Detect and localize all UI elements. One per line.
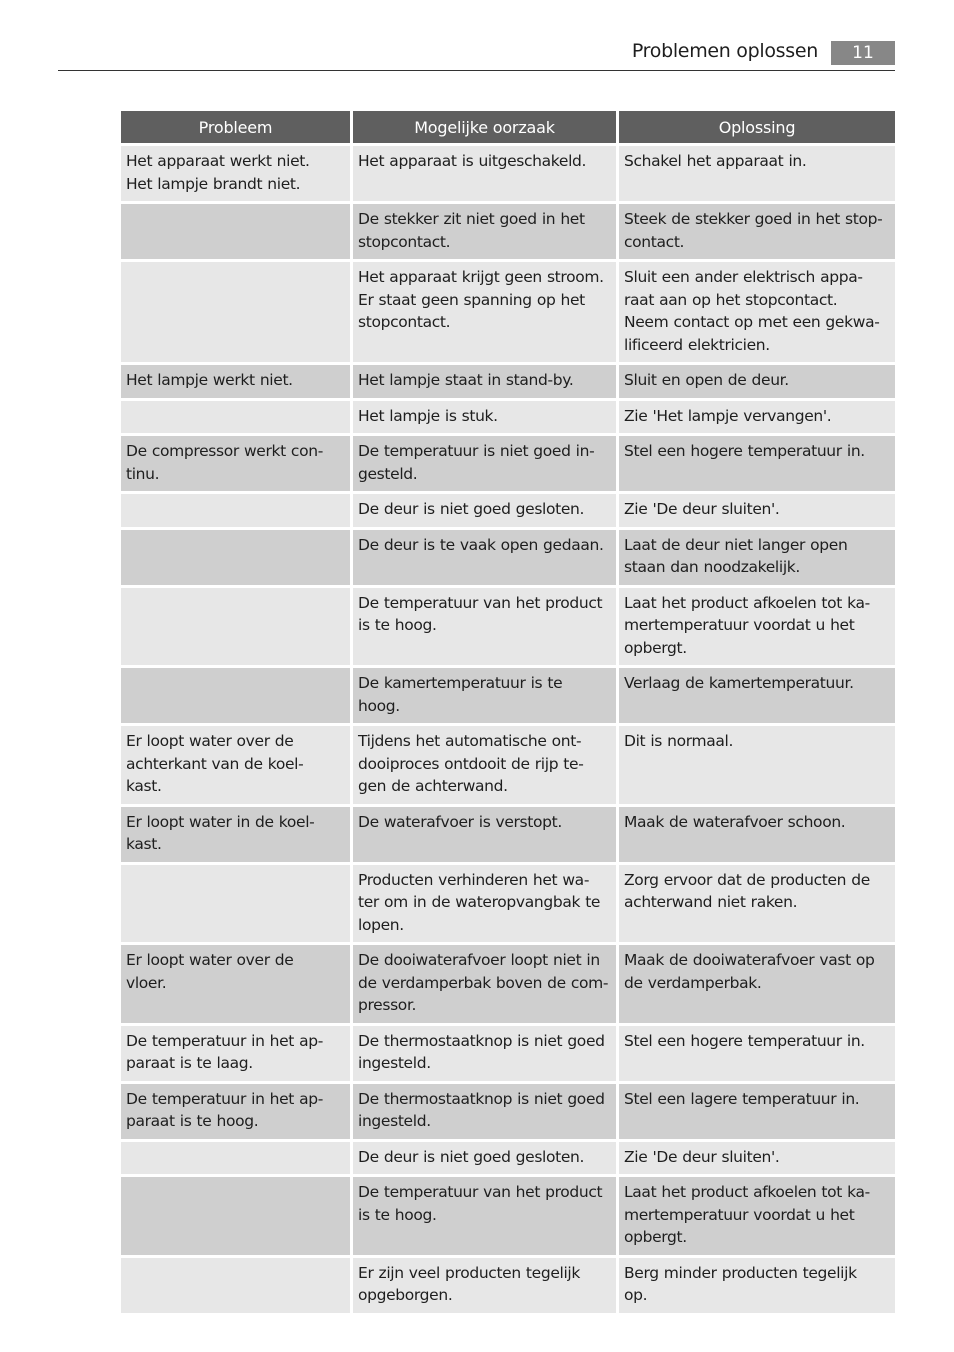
table-row <box>121 945 895 1023</box>
solution-text-line: Laat het product afkoelen tot ka- <box>624 1183 870 1201</box>
cause-text-line: Er staat geen spanning op het <box>358 290 585 309</box>
cell-cause <box>353 668 616 723</box>
solution-text-line: Zie 'De deur sluiten'. <box>624 500 780 518</box>
cell-solution <box>619 365 895 398</box>
cause-text-line: De dooiwaterafvoer loopt niet in <box>358 951 600 969</box>
solution-text-line: opbergt. <box>624 1228 687 1246</box>
cell-problem <box>121 365 350 398</box>
cause-text-line: ingesteld. <box>358 1112 431 1130</box>
solution-text-line: Berg minder producten tegelijk <box>624 1263 857 1282</box>
cell-problem <box>121 945 350 1023</box>
cause-text-line: De temperatuur van het product <box>358 593 603 612</box>
header-divider <box>58 70 895 71</box>
problem-text-line: kast. <box>126 777 162 795</box>
cell-problem <box>121 726 350 804</box>
column-header-solution: Oplossing <box>619 111 895 143</box>
table-row <box>121 588 895 666</box>
table-row <box>121 726 895 804</box>
problem-text-line: Er loopt water over de <box>126 732 294 750</box>
cause-text-line: de verdamperbak boven de com- <box>358 973 609 992</box>
solution-text-line: Zie 'Het lampje vervangen'. <box>624 406 832 425</box>
cell-problem <box>121 1026 350 1081</box>
cause-text-line: ter om in de wateropvangbak te <box>358 893 601 911</box>
cell-cause <box>353 865 616 943</box>
cell-solution <box>619 865 895 943</box>
cell-cause <box>353 1026 616 1081</box>
cause-text-line: Tijdens het automatische ont- <box>358 732 582 750</box>
solution-text-line: Dit is normaal. <box>624 732 734 750</box>
cause-text-line: De waterafvoer is verstopt. <box>358 812 562 831</box>
cause-text-line: Het apparaat is uitgeschakeld. <box>358 152 587 170</box>
cell-problem <box>121 1084 350 1139</box>
cell-solution <box>619 945 895 1023</box>
solution-text-line: Stel een lagere temperatuur in. <box>624 1089 860 1108</box>
cause-text-line: stopcontact. <box>358 232 451 251</box>
cause-text-line: is te hoog. <box>358 616 437 634</box>
cell-solution <box>619 401 895 434</box>
table-row <box>121 401 895 434</box>
column-header-cause: Mogelijke oorzaak <box>353 111 616 143</box>
cell-solution <box>619 1084 895 1139</box>
cell-cause <box>353 726 616 804</box>
cause-text-line: De deur is te vaak open gedaan. <box>358 535 604 554</box>
table-row <box>121 262 895 362</box>
solution-text-line: staan dan noodzakelijk. <box>624 558 800 576</box>
cell-solution <box>619 588 895 666</box>
table-row <box>121 807 895 862</box>
cell-cause <box>353 494 616 527</box>
solution-text-line: Zorg ervoor dat de producten de <box>624 870 870 889</box>
solution-text-line: Maak de waterafvoer schoon. <box>624 812 846 831</box>
cell-problem <box>121 865 350 943</box>
table-row <box>121 530 895 585</box>
cause-text-line: Het lampje staat in stand-by. <box>358 371 574 389</box>
cell-cause <box>353 204 616 259</box>
problem-text-line: vloer. <box>126 973 167 992</box>
cell-problem <box>121 262 350 362</box>
cell-solution <box>619 436 895 491</box>
page-title: Problemen oplossen <box>631 40 818 62</box>
cause-text-line: lopen. <box>358 915 404 934</box>
cell-problem <box>121 1258 350 1313</box>
cell-cause <box>353 365 616 398</box>
cell-problem <box>121 1177 350 1255</box>
solution-text-line: op. <box>624 1286 648 1304</box>
solution-text-line: opbergt. <box>624 638 687 657</box>
problem-text-line: paraat is te laag. <box>126 1054 253 1072</box>
cell-problem <box>121 436 350 491</box>
cell-problem <box>121 1142 350 1175</box>
table-header-row <box>121 111 895 143</box>
cell-cause <box>353 1142 616 1175</box>
cause-text-line: hoog. <box>358 696 400 715</box>
cause-text-line: Producten verhinderen het wa- <box>358 870 590 889</box>
table-row <box>121 146 895 201</box>
cause-text-line: Er zijn veel producten tegelijk <box>358 1263 581 1282</box>
cell-solution <box>619 1026 895 1081</box>
cause-text-line: De temperatuur is niet goed in- <box>358 442 595 460</box>
solution-text-line: mertemperatuur voordat u het <box>624 1205 855 1224</box>
solution-text-line: achterwand niet raken. <box>624 893 798 911</box>
cell-cause <box>353 146 616 201</box>
cell-cause <box>353 1084 616 1139</box>
cell-problem <box>121 401 350 434</box>
cell-cause <box>353 1177 616 1255</box>
cell-problem <box>121 146 350 201</box>
cell-solution <box>619 726 895 804</box>
cause-text-line: stopcontact. <box>358 313 451 331</box>
cell-solution <box>619 262 895 362</box>
cause-text-line: De thermostaatknop is niet goed <box>358 1089 605 1108</box>
cause-text-line: De kamertemperatuur is te <box>358 674 563 692</box>
table-row <box>121 668 895 723</box>
cause-text-line: is te hoog. <box>358 1205 437 1224</box>
cell-solution <box>619 668 895 723</box>
solution-text-line: Sluit en open de deur. <box>624 371 789 389</box>
cell-problem <box>121 807 350 862</box>
cell-cause <box>353 436 616 491</box>
cell-problem <box>121 588 350 666</box>
table-row <box>121 494 895 527</box>
problem-text-line: paraat is te hoog. <box>126 1112 259 1130</box>
solution-text-line: mertemperatuur voordat u het <box>624 616 855 634</box>
cell-cause <box>353 588 616 666</box>
solution-text-line: Sluit een ander elektrisch appa- <box>624 268 863 286</box>
table-row <box>121 1142 895 1175</box>
table-row <box>121 1084 895 1139</box>
cause-text-line: Het apparaat krijgt geen stroom. <box>358 268 604 286</box>
problem-text-line: Er loopt water in de koel- <box>126 812 315 831</box>
problem-text-line: achterkant van de koel- <box>126 754 304 773</box>
cause-text-line: pressor. <box>358 996 417 1014</box>
cell-cause <box>353 262 616 362</box>
solution-text-line: lificeerd elektricien. <box>624 335 770 354</box>
cell-problem <box>121 204 350 259</box>
cell-solution <box>619 146 895 201</box>
cell-solution <box>619 1258 895 1313</box>
solution-text-line: Laat de deur niet langer open <box>624 535 848 554</box>
table-row <box>121 1258 895 1313</box>
solution-text-line: Steek de stekker goed in het stop- <box>624 210 883 228</box>
solution-text-line: Verlaag de kamertemperatuur. <box>624 674 854 692</box>
cell-cause <box>353 807 616 862</box>
page-header <box>0 0 954 80</box>
problem-text-line: Het lampje werkt niet. <box>126 371 293 389</box>
cause-text-line: De thermostaatknop is niet goed <box>358 1031 605 1050</box>
cell-cause <box>353 401 616 434</box>
problem-text-line: Er loopt water over de <box>126 951 294 969</box>
cause-text-line: De temperatuur van het product <box>358 1183 603 1201</box>
problem-text-line: kast. <box>126 835 162 853</box>
solution-text-line: Schakel het apparaat in. <box>624 152 807 170</box>
cell-solution <box>619 1177 895 1255</box>
table-row <box>121 436 895 491</box>
solution-text-line: Maak de dooiwaterafvoer vast op <box>624 951 875 969</box>
cell-solution <box>619 1142 895 1175</box>
solution-text-line: contact. <box>624 232 685 251</box>
cell-solution <box>619 530 895 585</box>
cause-text-line: dooiproces ontdooit de rijp te- <box>358 754 584 773</box>
solution-text-line: Stel een hogere temperatuur in. <box>624 1031 865 1050</box>
table-row <box>121 865 895 943</box>
solution-text-line: raat aan op het stopcontact. <box>624 290 838 309</box>
solution-text-line: Laat het product afkoelen tot ka- <box>624 593 870 612</box>
column-header-problem: Probleem <box>121 111 350 143</box>
problem-text-line: Het lampje brandt niet. <box>126 174 301 193</box>
cell-solution <box>619 807 895 862</box>
cause-text-line: De deur is niet goed gesloten. <box>358 500 585 518</box>
cause-text-line: gen de achterwand. <box>358 777 508 795</box>
table-row <box>121 204 895 259</box>
cell-solution <box>619 204 895 259</box>
problem-text-line: De temperatuur in het ap- <box>126 1089 323 1108</box>
problem-text-line: De compressor werkt con- <box>126 442 323 460</box>
cell-cause <box>353 1258 616 1313</box>
cell-problem <box>121 668 350 723</box>
cause-text-line: De stekker zit niet goed in het <box>358 210 585 228</box>
table-row <box>121 365 895 398</box>
page-number-badge: 11 <box>831 41 895 65</box>
cell-solution <box>619 494 895 527</box>
cause-text-line: gesteld. <box>358 464 418 483</box>
solution-text-line: Neem contact op met een gekwa- <box>624 313 880 331</box>
table-body <box>121 146 895 1313</box>
cause-text-line: Het lampje is stuk. <box>358 406 498 425</box>
problem-text-line: Het apparaat werkt niet. <box>126 152 310 170</box>
cell-problem <box>121 530 350 585</box>
cell-cause <box>353 530 616 585</box>
cause-text-line: opgeborgen. <box>358 1286 453 1304</box>
problem-text-line: De temperatuur in het ap- <box>126 1031 323 1050</box>
problem-text-line: tinu. <box>126 464 160 483</box>
solution-text-line: Stel een hogere temperatuur in. <box>624 442 865 460</box>
cell-cause <box>353 945 616 1023</box>
troubleshooting-table <box>118 108 898 1316</box>
cause-text-line: De deur is niet goed gesloten. <box>358 1147 585 1166</box>
table-row <box>121 1177 895 1255</box>
table-row <box>121 1026 895 1081</box>
cell-problem <box>121 494 350 527</box>
cause-text-line: ingesteld. <box>358 1054 431 1072</box>
solution-text-line: Zie 'De deur sluiten'. <box>624 1147 780 1166</box>
solution-text-line: de verdamperbak. <box>624 973 762 992</box>
